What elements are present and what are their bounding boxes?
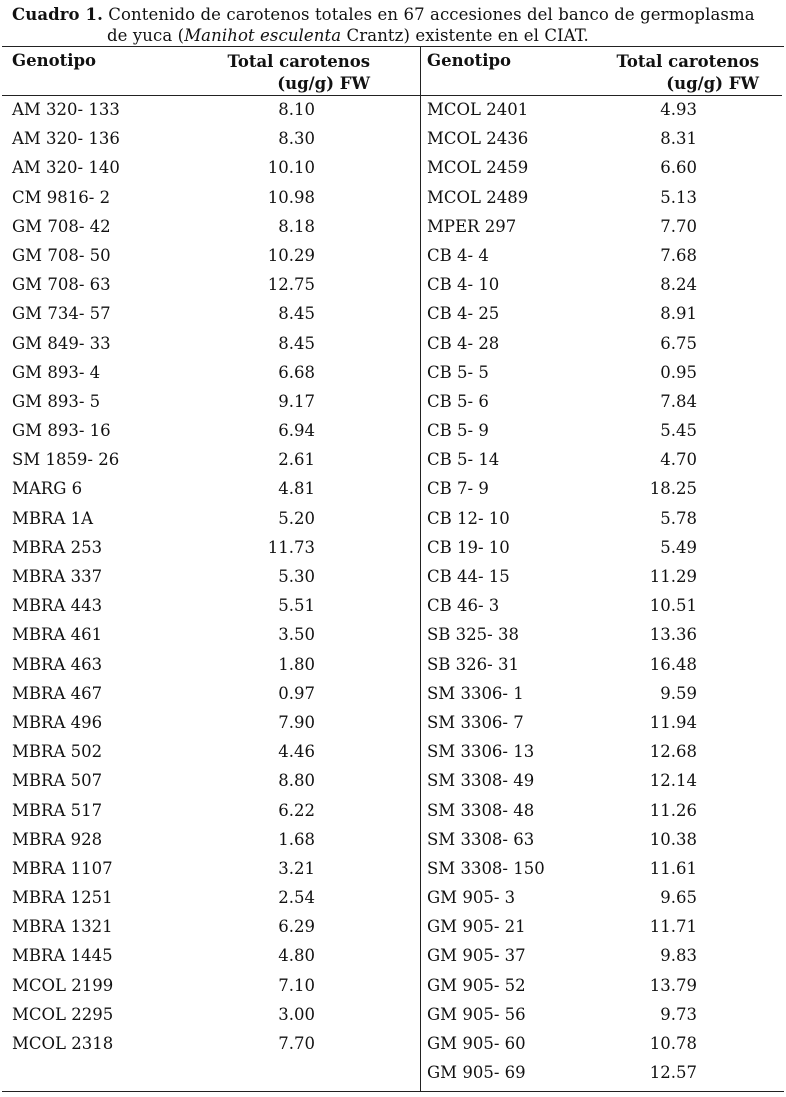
total-carotenos-cell: 7.10	[278, 975, 315, 995]
genotipo-cell: MBRA 507	[12, 771, 103, 791]
genotipo-cell: CB 5- 5	[427, 362, 489, 382]
table-row	[427, 330, 782, 359]
table-row	[12, 1001, 416, 1030]
table-row	[427, 475, 782, 504]
table-row	[427, 826, 782, 855]
table-row	[427, 125, 782, 154]
total-carotenos-cell: 12.68	[649, 742, 697, 762]
left-column	[12, 46, 416, 1059]
total-carotenos-cell: 5.30	[278, 567, 315, 586]
genotipo-cell: CB 7- 9	[427, 479, 489, 499]
table-row	[427, 417, 782, 446]
genotipo-cell: MBRA 467	[12, 683, 103, 703]
table-row	[12, 884, 416, 913]
table-row	[12, 300, 416, 329]
genotipo-cell: SM 3308- 63	[427, 829, 535, 849]
table-row	[427, 1030, 782, 1059]
header-total-carotenos	[609, 51, 759, 95]
table-row	[12, 213, 416, 242]
table-row	[427, 651, 782, 680]
table-row	[12, 154, 416, 183]
total-carotenos-cell: 9.73	[660, 1004, 697, 1024]
table-row	[427, 271, 782, 300]
table-row	[12, 913, 416, 942]
total-carotenos-cell: 8.31	[660, 129, 697, 149]
table-row	[12, 651, 416, 680]
table-row	[12, 972, 416, 1001]
genotipo-cell: GM 893- 16	[12, 421, 111, 441]
right-rows	[427, 96, 782, 1088]
table-row	[12, 709, 416, 738]
genotipo-cell: CB 4- 10	[427, 275, 500, 295]
genotipo-cell: MBRA 1321	[12, 917, 113, 937]
genotipo-cell: CB 5- 6	[427, 391, 489, 411]
total-carotenos-cell: 0.95	[660, 362, 697, 382]
total-carotenos-cell: 11.29	[649, 567, 697, 586]
genotipo-cell: GM 905- 3	[427, 888, 516, 908]
genotipo-cell: GM 893- 5	[12, 391, 101, 411]
table-row	[427, 972, 782, 1001]
genotipo-cell: AM 320- 133	[12, 100, 120, 119]
genotipo-cell: CB 5- 9	[427, 421, 489, 441]
total-carotenos-cell: 11.73	[267, 537, 315, 557]
table-row	[427, 213, 782, 242]
table-row	[427, 242, 782, 271]
table-row	[427, 592, 782, 621]
total-carotenos-cell: 8.45	[278, 333, 315, 353]
total-carotenos-cell: 4.81	[278, 479, 315, 499]
table-row	[427, 738, 782, 767]
total-carotenos-cell: 8.91	[660, 304, 697, 324]
genotipo-cell: CM 9816- 2	[12, 187, 111, 207]
header-genotipo: Genotipo	[12, 51, 97, 70]
total-carotenos-cell: 10.51	[649, 596, 697, 616]
table-row	[12, 417, 416, 446]
left-column-header	[12, 46, 416, 96]
total-carotenos-cell: 8.30	[278, 129, 315, 149]
total-carotenos-cell: 7.90	[278, 712, 315, 732]
genotipo-cell: MBRA 463	[12, 654, 103, 674]
genotipo-cell: CB 4- 28	[427, 333, 500, 353]
total-carotenos-cell: 5.51	[278, 596, 315, 616]
table-row	[12, 330, 416, 359]
table-row	[427, 563, 782, 592]
genotipo-cell: SM 3306- 13	[427, 742, 535, 762]
table-row	[427, 359, 782, 388]
total-carotenos-cell: 4.80	[278, 946, 315, 966]
total-carotenos-cell: 6.94	[278, 421, 315, 441]
header-total-line1: Total carotenos	[616, 52, 759, 71]
table-bottom-rule	[2, 1091, 784, 1092]
genotipo-cell: SM 3308- 150	[427, 858, 545, 878]
table-row	[12, 738, 416, 767]
table-row	[427, 96, 782, 125]
total-carotenos-cell: 11.94	[649, 712, 697, 732]
header-total-line2: (ug/g) FW	[277, 74, 370, 93]
total-carotenos-cell: 10.29	[267, 245, 315, 265]
genotipo-cell: GM 905- 37	[427, 946, 526, 966]
table-row	[427, 797, 782, 826]
left-rows	[12, 96, 416, 1059]
table-row	[427, 709, 782, 738]
genotipo-cell: MCOL 2401	[427, 100, 529, 119]
genotipo-cell: MARG 6	[12, 479, 83, 499]
table-row	[427, 621, 782, 650]
caption-line2-a: de yuca (	[107, 26, 185, 45]
total-carotenos-cell: 1.80	[278, 654, 315, 674]
genotipo-cell: GM 849- 33	[12, 333, 111, 353]
genotipo-cell: AM 320- 136	[12, 129, 120, 149]
table-row	[427, 154, 782, 183]
table-caption	[12, 4, 782, 46]
genotipo-cell: MBRA 337	[12, 567, 103, 586]
genotipo-cell: CB 5- 14	[427, 450, 500, 470]
total-carotenos-cell: 6.22	[278, 800, 315, 820]
genotipo-cell: CB 46- 3	[427, 596, 500, 616]
genotipo-cell: SM 3306- 1	[427, 683, 524, 703]
table-row	[12, 621, 416, 650]
total-carotenos-cell: 5.20	[278, 508, 315, 528]
total-carotenos-cell: 6.60	[660, 158, 697, 178]
genotipo-cell: CB 19- 10	[427, 537, 510, 557]
genotipo-cell: MBRA 1A	[12, 508, 94, 528]
total-carotenos-cell: 11.26	[649, 800, 697, 820]
table-row	[12, 242, 416, 271]
table-row	[12, 1030, 416, 1059]
total-carotenos-cell: 7.84	[660, 391, 697, 411]
genotipo-cell: SM 3308- 48	[427, 800, 535, 820]
genotipo-cell: MCOL 2295	[12, 1004, 114, 1024]
table-row	[427, 942, 782, 971]
genotipo-cell: CB 12- 10	[427, 508, 510, 528]
total-carotenos-cell: 5.45	[660, 421, 697, 441]
table-row	[12, 475, 416, 504]
total-carotenos-cell: 18.25	[649, 479, 697, 499]
total-carotenos-cell: 3.50	[278, 625, 315, 645]
total-carotenos-cell: 5.78	[660, 508, 697, 528]
total-carotenos-cell: 6.29	[278, 917, 315, 937]
genotipo-cell: CB 4- 25	[427, 304, 500, 324]
total-carotenos-cell: 0.97	[278, 683, 315, 703]
total-carotenos-cell: 10.78	[649, 1034, 697, 1053]
genotipo-cell: GM 905- 56	[427, 1004, 526, 1024]
total-carotenos-cell: 2.54	[278, 888, 315, 908]
genotipo-cell: GM 905- 52	[427, 975, 526, 995]
table-row	[12, 271, 416, 300]
table-row	[427, 855, 782, 884]
genotipo-cell: GM 708- 63	[12, 275, 111, 295]
total-carotenos-cell: 3.21	[278, 858, 315, 878]
table-row	[12, 505, 416, 534]
genotipo-cell: GM 893- 4	[12, 362, 101, 382]
total-carotenos-cell: 9.65	[660, 888, 697, 908]
genotipo-cell: MBRA 443	[12, 596, 103, 616]
genotipo-cell: SM 3308- 49	[427, 771, 535, 791]
total-carotenos-cell: 9.59	[660, 683, 697, 703]
caption-line2-b: Crantz) existente en el CIAT.	[341, 26, 589, 45]
genotipo-cell: GM 905- 60	[427, 1034, 526, 1053]
total-carotenos-cell: 8.18	[278, 216, 315, 236]
caption-label: Cuadro 1.	[12, 5, 103, 24]
genotipo-cell: MCOL 2318	[12, 1034, 114, 1053]
total-carotenos-cell: 4.70	[660, 450, 697, 470]
genotipo-cell: MCOL 2489	[427, 187, 529, 207]
genotipo-cell: MBRA 502	[12, 742, 103, 762]
table-row	[427, 300, 782, 329]
table-row	[427, 884, 782, 913]
table-row	[12, 96, 416, 125]
total-carotenos-cell: 11.61	[649, 858, 697, 878]
table-row	[427, 1001, 782, 1030]
genotipo-cell: MCOL 2199	[12, 975, 114, 995]
table-row	[427, 505, 782, 534]
total-carotenos-cell: 8.24	[660, 275, 697, 295]
total-carotenos-cell: 9.17	[278, 391, 315, 411]
genotipo-cell: MBRA 1107	[12, 858, 113, 878]
genotipo-cell: MBRA 496	[12, 712, 103, 732]
header-total-carotenos	[210, 51, 370, 95]
table-row	[427, 1059, 782, 1088]
genotipo-cell: GM 734- 57	[12, 304, 111, 324]
genotipo-cell: MPER 297	[427, 216, 517, 236]
total-carotenos-cell: 10.38	[649, 829, 697, 849]
total-carotenos-cell: 7.68	[660, 245, 697, 265]
table-row	[427, 534, 782, 563]
genotipo-cell: MCOL 2436	[427, 129, 529, 149]
total-carotenos-cell: 5.13	[660, 187, 697, 207]
genotipo-cell: CB 44- 15	[427, 567, 510, 586]
total-carotenos-cell: 12.75	[267, 275, 315, 295]
table-row	[427, 913, 782, 942]
genotipo-cell: CB 4- 4	[427, 245, 489, 265]
table-row	[12, 563, 416, 592]
table-row	[12, 125, 416, 154]
total-carotenos-cell: 6.75	[660, 333, 697, 353]
table-row	[12, 388, 416, 417]
table-row	[12, 797, 416, 826]
total-carotenos-cell: 5.49	[660, 537, 697, 557]
total-carotenos-cell: 4.46	[278, 742, 315, 762]
table-row	[12, 680, 416, 709]
genotipo-cell: AM 320- 140	[12, 158, 120, 178]
total-carotenos-cell: 16.48	[649, 654, 697, 674]
total-carotenos-cell: 10.98	[267, 187, 315, 207]
genotipo-cell: SB 326- 31	[427, 654, 519, 674]
genotipo-cell: SB 325- 38	[427, 625, 519, 645]
table-row	[12, 767, 416, 796]
header-total-line2: (ug/g) FW	[666, 74, 759, 93]
genotipo-cell: MBRA 253	[12, 537, 103, 557]
genotipo-cell: MBRA 1251	[12, 888, 113, 908]
total-carotenos-cell: 2.61	[278, 450, 315, 470]
table-row	[12, 534, 416, 563]
right-column	[427, 46, 782, 1088]
genotipo-cell: MBRA 928	[12, 829, 103, 849]
table-row	[12, 942, 416, 971]
table-row	[12, 826, 416, 855]
genotipo-cell: GM 905- 21	[427, 917, 526, 937]
right-column-header	[427, 46, 782, 96]
caption-text-line1: Contenido de carotenos totales en 67 accesiones del banco de germoplasma	[102, 5, 755, 24]
total-carotenos-cell: 11.71	[649, 917, 697, 937]
genotipo-cell: SM 1859- 26	[12, 450, 120, 470]
total-carotenos-cell: 12.57	[649, 1063, 697, 1083]
table-row	[427, 446, 782, 475]
caption-line2	[12, 25, 782, 46]
caption-species-name: Manihot esculenta	[184, 26, 342, 45]
table-row	[12, 446, 416, 475]
genotipo-cell: MBRA 461	[12, 625, 103, 645]
table-row	[12, 359, 416, 388]
header-total-line1: Total carotenos	[227, 52, 370, 71]
total-carotenos-cell: 4.93	[660, 100, 697, 119]
total-carotenos-cell: 8.10	[278, 100, 315, 119]
header-genotipo: Genotipo	[427, 51, 512, 70]
table-row	[427, 388, 782, 417]
total-carotenos-cell: 8.80	[278, 771, 315, 791]
total-carotenos-cell: 9.83	[660, 946, 697, 966]
table-row	[427, 767, 782, 796]
total-carotenos-cell: 8.45	[278, 304, 315, 324]
genotipo-cell: MBRA 517	[12, 800, 103, 820]
total-carotenos-cell: 1.68	[278, 829, 315, 849]
table-row	[12, 184, 416, 213]
genotipo-cell: MBRA 1445	[12, 946, 113, 966]
genotipo-cell: SM 3306- 7	[427, 712, 524, 732]
table-row	[427, 184, 782, 213]
total-carotenos-cell: 3.00	[278, 1004, 315, 1024]
total-carotenos-cell: 13.79	[649, 975, 697, 995]
genotipo-cell: GM 905- 69	[427, 1063, 526, 1083]
genotipo-cell: GM 708- 42	[12, 216, 111, 236]
genotipo-cell: MCOL 2459	[427, 158, 529, 178]
total-carotenos-cell: 7.70	[660, 216, 697, 236]
table-row	[12, 855, 416, 884]
column-divider	[420, 46, 421, 1091]
total-carotenos-cell: 13.36	[649, 625, 697, 645]
table-row	[427, 680, 782, 709]
total-carotenos-cell: 10.10	[267, 158, 315, 178]
total-carotenos-cell: 7.70	[278, 1034, 315, 1053]
total-carotenos-cell: 12.14	[649, 771, 697, 791]
total-carotenos-cell: 6.68	[278, 362, 315, 382]
table-row	[12, 592, 416, 621]
genotipo-cell: GM 708- 50	[12, 245, 111, 265]
